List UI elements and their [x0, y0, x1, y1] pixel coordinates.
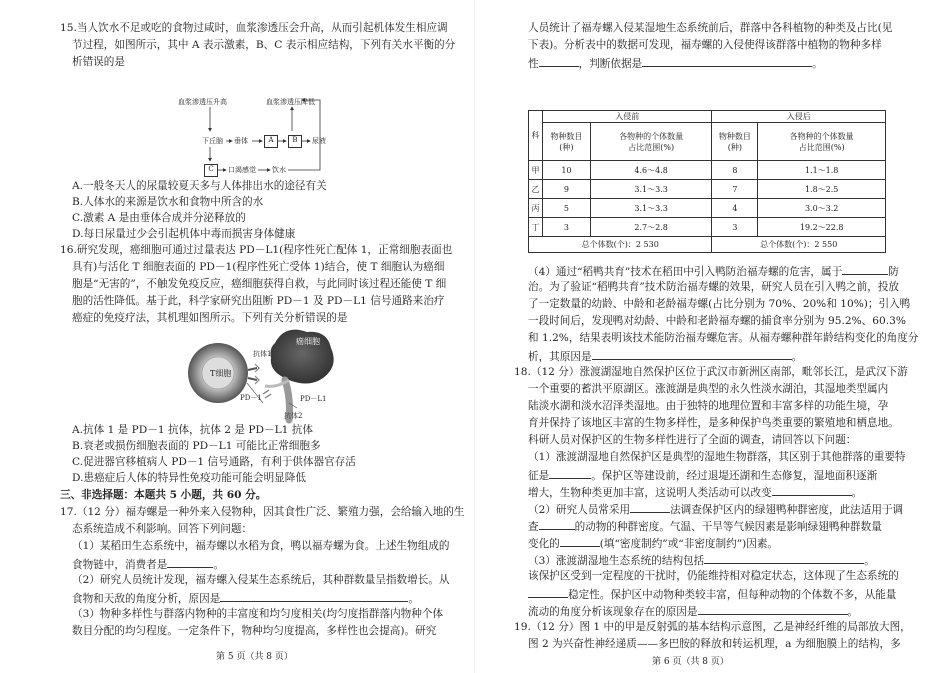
q16-line-3: 胞是“无害的”，不触发免疫反应，癌细胞获得自救，与此同时该过程还能使 T 细 [72, 278, 447, 290]
q15-label-pituitary: 垂体 [234, 137, 248, 145]
q16-label-antibody-1: 抗体1 [253, 350, 272, 358]
q18-blank-4[interactable] [539, 519, 575, 530]
table-cell: 3 [542, 218, 590, 237]
q17-part-4-line-4: 一段时间后，发现鸭对幼龄、中龄和老龄福寿螺的捕食率分别为 95.2%、60.3% [528, 315, 906, 327]
q17-blank-1[interactable] [167, 557, 213, 568]
q16-label-antibody-2: 抗体2 [284, 412, 303, 420]
table-cell: 10 [542, 161, 590, 180]
table-header-after: 入侵后 [712, 111, 886, 123]
q15-box-c: C [204, 164, 218, 177]
q15-line-2: 节过程，如图所示，其中 A 表示激素，B、C 表示相应结构，下列有关水平衡的分 [72, 39, 456, 51]
q17-part-2-line-2: 食物和天敌的角度分析，原因是 。 [72, 593, 419, 605]
q17-cont-line-3: 性 ，判断依据是 。 [528, 58, 823, 70]
table-cell: 乙 [529, 180, 543, 199]
q15-label-thirst: 口渴感觉 [228, 166, 256, 174]
table-header-family: 科 [529, 111, 543, 161]
table-cell: 3.1～3.3 [590, 199, 712, 218]
q17-part-1-line-2: 食物链中，消费者是 。 [72, 559, 224, 571]
q18-part-2-line-2: 查 的动物的种群密度。气温、干旱等气候因素是影响绿翅鸭种群数量 [528, 521, 882, 533]
q16-label-pd-l1: PD－L1 [300, 395, 327, 403]
table-header-species-count-before: 物种数目 (种) [542, 123, 590, 161]
table-header-share-after: 各物种的个体数量 占比范围(%) [758, 123, 886, 161]
table-row [529, 199, 886, 218]
table-cell: 3.1～3.3 [590, 180, 712, 199]
table-header-share-before: 各物种的个体数量 占比范围(%) [590, 123, 712, 161]
q18-line-1: 18.（12 分）涨渡湖湿地自然保护区位于武汉市新洲区南部，毗邻长江，是武汉下游 [514, 366, 908, 378]
q16-label-cancer-cell: 癌细胞 [296, 337, 320, 346]
q18-part-3-line-2: 该保护区受到一定程度的干扰时，仍能维持相对稳定状态，这体现了生态系统的 [528, 570, 899, 582]
q18-part-2-line-1: （2）研究人员常采用 法调查保护区内的绿翅鸭种群密度，此法适用于调 [528, 504, 904, 516]
q18-part-3-line-1: （3）涨渡湖湿地生态系统的结构包括 。 [528, 555, 875, 567]
q18-blank-8[interactable] [698, 604, 848, 615]
q17-blank-2[interactable] [220, 591, 408, 602]
q17-part-4-line-5: 和 1.2%，结果表明该技术能防治福寿螺危害。从福寿螺种群年龄结构变化的角度分 [528, 332, 919, 344]
table-cell: 8 [712, 161, 758, 180]
q17-blank-3[interactable] [539, 56, 579, 67]
table-cell: 5 [542, 199, 590, 218]
q17-blank-4[interactable] [642, 56, 812, 67]
table-total-after: 总个体数(个)：2 550 [712, 237, 886, 253]
q19-line-1: 19.（12 分）图 1 中的甲是反射弧的基本结构示意图，乙是神经纤维的局部放大图， [514, 621, 911, 633]
q18-blank-1[interactable] [549, 468, 591, 479]
table-cell: 3.0～3.2 [758, 199, 886, 218]
q18-blank-6[interactable] [704, 553, 864, 564]
q16-line-5: 癌症的免疫疗法，其机理如图所示。下列有关分析错误的是 [72, 312, 348, 324]
q17-part-4-line-6: 析，其原因是 。 [528, 351, 803, 363]
q15-label-osmotic-up: 血浆渗透压升高 [178, 98, 227, 106]
q18-blank-7[interactable] [528, 587, 568, 598]
table-cell: 4.6～4.8 [590, 161, 712, 180]
table-header-row-2 [529, 123, 886, 161]
q18-line-5: 科研人员对保护区的生物多样性进行了全面的调查，请回答以下问题： [528, 434, 857, 446]
table-row [529, 161, 886, 180]
table-total-before: 总个体数(个)：2 530 [529, 237, 712, 253]
q18-line-3: 陆淡水湖和淡水沼泽类湿地。由于独特的地理位置和丰富多样的功能生境，孕 [528, 400, 889, 412]
q17-line-2: 态系统造成不利影响。回答下列问题： [72, 523, 253, 535]
q17-cont-line-2: 下表)。分析表中的数据可发现，福寿螺的入侵使得该群落中植物的物种多样 [528, 39, 882, 51]
q15-box-b: B [288, 135, 302, 148]
left-page-footer: 第 5 页（共 8 页） [216, 652, 293, 662]
table-header-species-count-after: 物种数目 (种) [712, 123, 758, 161]
q17-part-3-line-2: 数目分配的均匀程度。一定条件下，物种均匀度提高，多样性也会提高)。研究 [72, 625, 437, 637]
q17-part-4-line-2: 治。为了验证“稻鸭共育”技术防治福寿螺的效果，研究人员在引入鸭之前，投放 [528, 281, 900, 293]
q15-option-c: C.激素 A 是由垂体合成并分泌释放的 [72, 212, 246, 224]
q15-label-hypothalamus: 下丘脑 [202, 137, 223, 145]
q16-option-a: A.抗体 1 是 PD－1 抗体，抗体 2 是 PD－L1 抗体 [72, 424, 313, 436]
table-cell: 1.8～2.5 [758, 180, 886, 199]
q18-blank-2[interactable] [772, 485, 852, 496]
q15-option-b: B.人体水的来源是饮水和食物中所含的水 [72, 196, 264, 208]
table-row [529, 218, 886, 237]
table-header-row-1 [529, 111, 886, 123]
q15-option-d: D.每日尿量过少会引起机体中毒而损害身体健康 [72, 228, 296, 240]
q16-option-d: D.患癌症后人体的特异性免疫功能可能会明显降低 [72, 472, 306, 484]
q15-line-3: 析错误的是 [72, 56, 125, 68]
q15-label-drink: 饮水 [272, 166, 286, 174]
q17-cont-line-1: 人员统计了福寿螺入侵某湿地生态系统前后，群落中各科植物的种类及占比(见 [528, 22, 893, 34]
q18-blank-3[interactable] [630, 502, 670, 513]
q18-part-3-line-3: 稳定性。保护区中动物种类较丰富，但每种动物的个体数不多，从能量 [528, 587, 896, 602]
q15-label-urine: 尿液 [312, 137, 326, 145]
q17-blank-6[interactable] [592, 349, 792, 360]
q16-option-c: C.促进器官移植病人 PD－1 信号通路，有利于供体器官存活 [72, 456, 356, 468]
table-cell: 2.7～2.8 [590, 218, 712, 237]
q18-part-1-line-3: 增大，生物种类更加丰富，这说明人类活动可以改变 。 [528, 487, 863, 499]
section-3-heading: 三、非选择题：本题共 5 小题，共 60 分。 [60, 489, 267, 501]
q18-line-4: 育并保持了该地区丰富的生物多样性，是多种保护鸟类重要的繁殖地和栖息地。 [528, 417, 899, 429]
table-cell: 甲 [529, 161, 543, 180]
table-cell: 丙 [529, 199, 543, 218]
page-gutter [474, 0, 475, 673]
table-cell: 4 [712, 199, 758, 218]
table-cell: 7 [712, 180, 758, 199]
plant-family-table [528, 110, 886, 253]
q16-label-pd-1: PD－1 [240, 394, 262, 402]
table-total-row [529, 237, 886, 253]
q15-label-osmotic-down: 血浆渗透压降低 [266, 98, 315, 106]
table-cell: 9 [542, 180, 590, 199]
q17-part-1-line-1: （1）某稻田生态系统中，福寿螺以水稻为食，鸭以福寿螺为食。上述生物组成的 [72, 540, 450, 552]
table-cell: 丁 [529, 218, 543, 237]
q16-option-b: B.衰老或损伤细胞表面的 PD－L1 可能比正常细胞多 [72, 440, 321, 452]
q17-blank-5[interactable] [842, 264, 888, 275]
q18-part-3-line-4: 流动的角度分析该现象存在的原因是 。 [528, 606, 859, 618]
q18-blank-5[interactable] [560, 536, 600, 547]
q16-label-t-cell: T细胞 [210, 369, 232, 378]
right-page-footer: 第 6 页（共 8 页） [652, 657, 729, 667]
q18-part-2-line-3: 变化的 (填“密度制约”或“非密度制约”)因素。 [528, 538, 779, 550]
table-cell: 1.1～1.8 [758, 161, 886, 180]
q18-part-1-line-1: （1）涨渡湖湿地自然保护区是典型的湿地生物群落，其区别于其他群落的重要特 [528, 451, 906, 463]
table-cell: 19.2～22.8 [758, 218, 886, 237]
table-row [529, 180, 886, 199]
table-cell: 3 [712, 218, 758, 237]
q19-line-2: 图 2 为兴奋性神经递质——多巴胺的释放和转运机理，a 为细胞膜上的结构，多 [528, 638, 901, 650]
q16-line-4: 胞的活性降低。基于此，科学家研究出阻断 PD－1 及 PD－L1 信号通路来治疗 [72, 295, 445, 307]
q16-line-2: 具有)与活化 T 细胞表面的 PD－1(程序性死亡受体 1)结合，使 T 细胞认为癌细 [72, 261, 445, 273]
q15-option-a: A.一般冬天人的尿量较夏天多与人体排出水的途径有关 [72, 180, 327, 192]
q17-part-4-line-3: 了一定数量的幼龄、中龄和老龄福寿螺(占比分别为 70%、20%和 10%)；引入鸭 [528, 298, 911, 310]
table-header-before: 入侵前 [542, 111, 711, 123]
q17-part-3-line-1: （3）物种多样性与群落内物种的丰富度和均匀度相关(均匀度指群落内物种个体 [72, 608, 444, 620]
q18-line-2: 一个重要的蓄洪平原湖区。涨渡湖是典型的永久性淡水湖泊，其湿地类型属内 [528, 383, 889, 395]
q15-line-1: 15.当人饮水不足或吃的食物过咸时，血浆渗透压会升高，从而引起机体发生相应调 [60, 22, 448, 34]
q17-part-4-line-1: （4）通过“稻鸭共育”技术在稻田中引入鸭防治福寿螺的危害，属于 防 [528, 266, 899, 278]
q17-line-1: 17.（12 分）福寿螺是一种外来入侵物种，因其食性广泛、繁殖力强，会给输入地的生 [60, 506, 465, 518]
q16-figure-art [185, 328, 355, 428]
q16-line-1: 16.研究发现，癌细胞可通过过量表达 PD－L1(程序性死亡配体 1，正常细胞表面也 [60, 244, 453, 256]
q18-part-1-line-2: 征是 。保护区等建设前，经过退堤还湖和生态修复，湿地面积逐渐 [528, 470, 878, 482]
q15-box-a: A [264, 135, 278, 148]
q17-part-2-line-1: （2）研究人员统计发现，福寿螺入侵某生态系统后，其种群数量呈指数增长。从 [72, 574, 450, 586]
